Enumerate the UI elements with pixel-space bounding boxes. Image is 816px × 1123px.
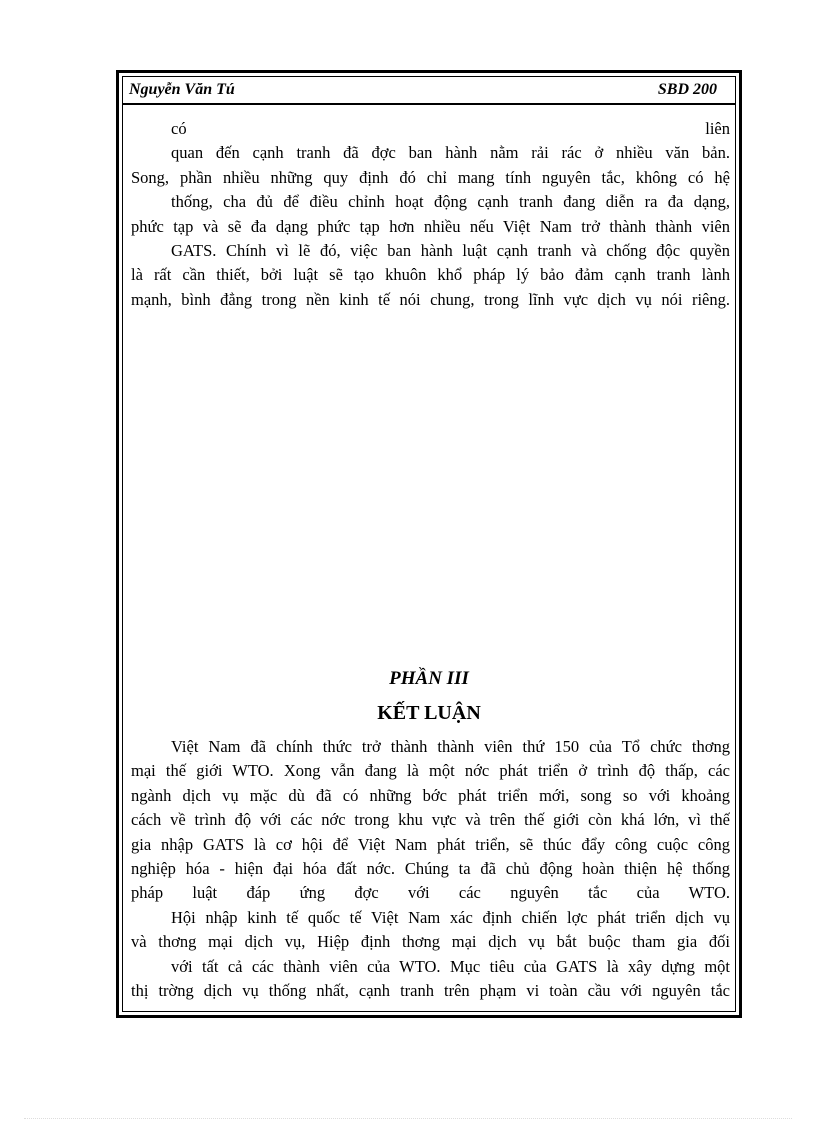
- text-line: Song, phần nhiều những quy định đó chỉ mang tính nguyên tắc, không có hệ: [131, 167, 730, 187]
- text-line: GATS. Chính vì lẽ đó, việc ban hành luật cạnh tranh và chống độc quyền: [171, 240, 730, 260]
- text-line: gia nhập GATS là cơ hội để Việt Nam phát triển, sẽ thúc đẩy công cuộc công: [131, 834, 730, 854]
- text-line: pháp luật đáp ứng đợc với các nguyên tắc của WTO.: [131, 883, 730, 903]
- author-name: Nguyễn Văn Tú: [129, 81, 235, 98]
- text-line: thị trờng dịch vụ thống nhất, cạnh tranh trên phạm vi toàn cầu với nguyên tắc: [131, 980, 730, 1000]
- text-line: ngành dịch vụ mặc dù đã có những bớc phát triển mới, song so với khoảng: [131, 785, 730, 805]
- exam-number: SBD 200: [657, 81, 717, 98]
- text-line: nghiệp hóa - hiện đại hóa đất nớc. Chúng ta đã chủ động hoàn thiện hệ thống: [131, 858, 730, 878]
- part-title: PHẦN III: [389, 668, 469, 689]
- page-header: [123, 77, 735, 105]
- text-line: thống, cha đủ để điều chỉnh hoạt động cạnh tranh đang diễn ra đa dạng,: [171, 192, 730, 212]
- section-headings: [123, 663, 735, 735]
- text-line: mạnh, bình đẳng trong nền kinh tế nói chung, trong lĩnh vực dịch vụ nói riêng.: [131, 289, 730, 309]
- text-line: có liên: [171, 119, 730, 138]
- text-line: cách về trình độ với các nớc trong khu vực và trên thế giới còn khá lớn, vì thế: [131, 810, 730, 830]
- intro-paragraph: [131, 117, 730, 312]
- page-inner-border: [122, 76, 736, 1012]
- page-bottom-edge: [24, 1118, 792, 1119]
- text-line: là rất cần thiết, bởi luật sẽ tạo khuôn khổ pháp lý bảo đảm cạnh tranh lành: [131, 265, 730, 285]
- conclusion-title: KẾT LUẬN: [377, 702, 481, 724]
- page-frame: [116, 70, 742, 1018]
- text-line: và thơng mại dịch vụ, Hiệp định thơng mại dịch vụ bắt buộc tham gia đối: [131, 932, 730, 952]
- text-line: Việt Nam đã chính thức trở thành thành viên thứ 150 của Tổ chức thơng: [171, 737, 730, 756]
- text-line: phức tạp và sẽ đa dạng phức tạp hơn nhiều nếu Việt Nam trở thành thành viên: [131, 216, 730, 236]
- text-line: với tất cả các thành viên của WTO. Mục tiêu của GATS là xây dựng một: [171, 956, 730, 976]
- text-line: quan đến cạnh tranh đã đợc ban hành nằm rải rác ở nhiều văn bản.: [171, 143, 730, 163]
- text-line: Hội nhập kinh tế quốc tế Việt Nam xác định chiến lợc phát triển dịch vụ: [171, 907, 730, 927]
- text-line: mại thế giới WTO. Xong vẫn đang là một nớc phát triển ở trình độ thấp, các: [131, 761, 730, 781]
- conclusion-paragraph: [131, 735, 730, 1003]
